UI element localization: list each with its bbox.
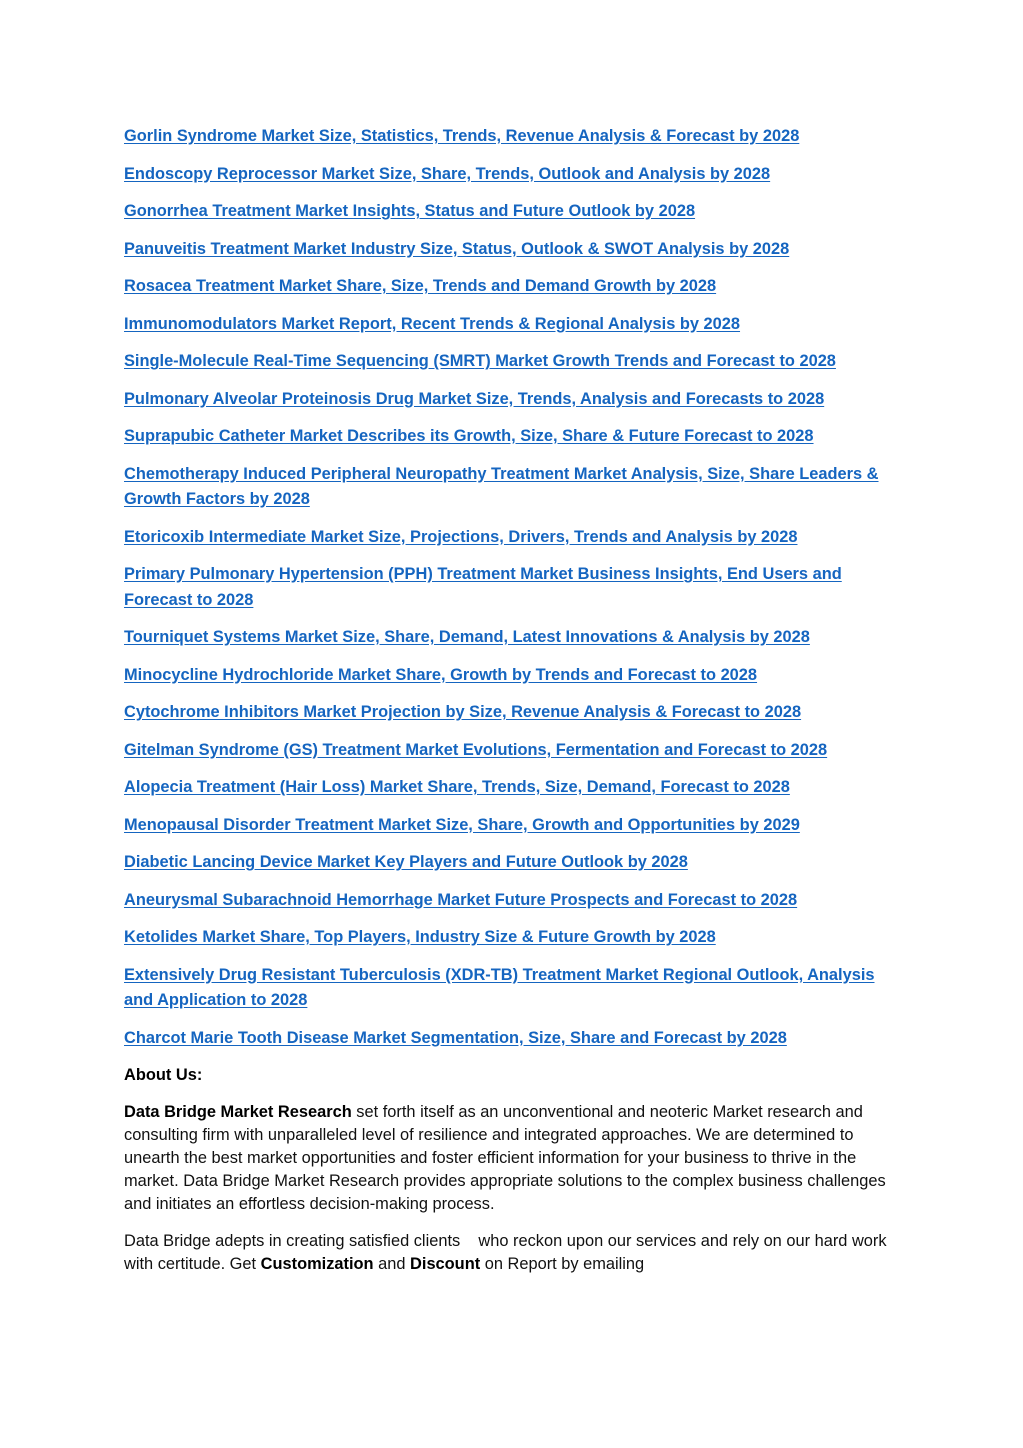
- report-link[interactable]: Charcot Marie Tooth Disease Market Segmentation, Size, Share and Forecast by 2028: [124, 1028, 787, 1047]
- report-link[interactable]: Suprapubic Catheter Market Describes its Growth, Size, Share & Future Forecast to 2028: [124, 427, 814, 445]
- report-link[interactable]: Rosacea Treatment Market Share, Size, Trends and Demand Growth by 2028: [124, 277, 717, 295]
- list-item: [124, 738, 899, 764]
- report-link[interactable]: Minocycline Hydrochloride Market Share, Growth by Trends and Forecast to 2028: [124, 665, 758, 684]
- report-link[interactable]: Etoricoxib Intermediate Market Size, Projections, Drivers, Trends and Analysis by 2028: [124, 527, 798, 546]
- list-item: [124, 813, 899, 839]
- report-link[interactable]: Immunomodulators Market Report, Recent Trends & Regional Analysis by 2028: [124, 314, 741, 333]
- report-link[interactable]: Alopecia Treatment (Hair Loss) Market Share, Trends, Size, Demand, Forecast to 2028: [124, 778, 790, 796]
- list-item: [124, 925, 899, 951]
- report-link[interactable]: Gitelman Syndrome (GS) Treatment Market Evolutions, Fermentation and Forecast to 2028: [124, 740, 828, 759]
- list-item: [124, 888, 899, 914]
- about-paragraph: [124, 1101, 899, 1216]
- contact-text-start: Data Bridge adepts in creating satisfied clients who reckon upon our services and rely on our hard work with certitude. Get: [124, 1231, 892, 1273]
- list-item: [124, 199, 899, 225]
- document-page: [124, 124, 899, 1290]
- report-link[interactable]: Primary Pulmonary Hypertension (PPH) Treatment Market Business Insights, End Users and Forecast to 2028: [124, 565, 842, 609]
- report-link[interactable]: Ketolides Market Share, Top Players, Industry Size & Future Growth by 2028: [124, 928, 716, 946]
- report-link-list: [124, 124, 899, 1051]
- list-item: [124, 562, 899, 613]
- report-link[interactable]: Pulmonary Alveolar Proteinosis Drug Market Size, Trends, Analysis and Forecasts to 2028: [124, 389, 825, 408]
- contact-paragraph: [124, 1230, 899, 1276]
- list-item: [124, 124, 899, 150]
- report-link[interactable]: Gorlin Syndrome Market Size, Statistics, Trends, Revenue Analysis & Forecast by 2028: [124, 127, 800, 145]
- report-link[interactable]: Gonorrhea Treatment Market Insights, Status and Future Outlook by 2028: [124, 202, 696, 220]
- list-item: [124, 162, 899, 188]
- company-name: Data Bridge Market Research: [124, 1102, 352, 1121]
- report-link[interactable]: Aneurysmal Subarachnoid Hemorrhage Market Future Prospects and Forecast to 2028: [124, 890, 798, 909]
- list-item: [124, 663, 899, 689]
- discount-label: Discount: [410, 1254, 481, 1273]
- list-item: [124, 312, 899, 338]
- list-item: [124, 237, 899, 263]
- list-item: [124, 700, 899, 726]
- report-link[interactable]: Diabetic Lancing Device Market Key Players and Future Outlook by 2028: [124, 853, 688, 871]
- report-link[interactable]: Chemotherapy Induced Peripheral Neuropathy Treatment Market Analysis, Size, Share Leaders & Growth Factors by 2028: [124, 464, 879, 508]
- list-item: [124, 387, 899, 413]
- report-link[interactable]: Panuveitis Treatment Market Industry Size, Status, Outlook & SWOT Analysis by 2028: [124, 239, 790, 258]
- report-link[interactable]: Single-Molecule Real-Time Sequencing (SMRT) Market Growth Trends and Forecast to 2028: [124, 352, 836, 370]
- list-item: [124, 625, 899, 651]
- contact-text-and: and: [373, 1254, 411, 1273]
- list-item: [124, 850, 899, 876]
- about-paragraph-text: set forth itself as an unconventional and neoteric Market research and consulting firm with unparalleled level of resilience and integrated approaches. We are determined to unearth the best market opportunities and foster efficient information for your business to thrive in the market. Data Bridge Market Research provides appropriate solutions to the complex business challenges and initiates an effortless decision-making process.: [124, 1102, 886, 1213]
- list-item: [124, 525, 899, 551]
- report-link[interactable]: Menopausal Disorder Treatment Market Size, Share, Growth and Opportunities by 2029: [124, 815, 800, 834]
- report-link[interactable]: Cytochrome Inhibitors Market Projection by Size, Revenue Analysis & Forecast to 2028: [124, 703, 802, 721]
- about-heading: About Us:: [124, 1066, 203, 1084]
- list-item: [124, 274, 899, 300]
- customization-label: Customization: [260, 1254, 374, 1273]
- list-item: [124, 963, 899, 1014]
- list-item: [124, 1026, 899, 1052]
- report-link[interactable]: Tourniquet Systems Market Size, Share, Demand, Latest Innovations & Analysis by 2028: [124, 628, 810, 646]
- list-item: [124, 462, 899, 513]
- list-item: [124, 775, 899, 801]
- list-item: [124, 349, 899, 375]
- list-item: [124, 424, 899, 450]
- report-link[interactable]: Extensively Drug Resistant Tuberculosis (XDR-TB) Treatment Market Regional Outlook, Analysis and Application to 2028: [124, 965, 875, 1009]
- contact-text-end: on Report by emailing: [480, 1254, 645, 1273]
- report-link[interactable]: Endoscopy Reprocessor Market Size, Share, Trends, Outlook and Analysis by 2028: [124, 164, 771, 183]
